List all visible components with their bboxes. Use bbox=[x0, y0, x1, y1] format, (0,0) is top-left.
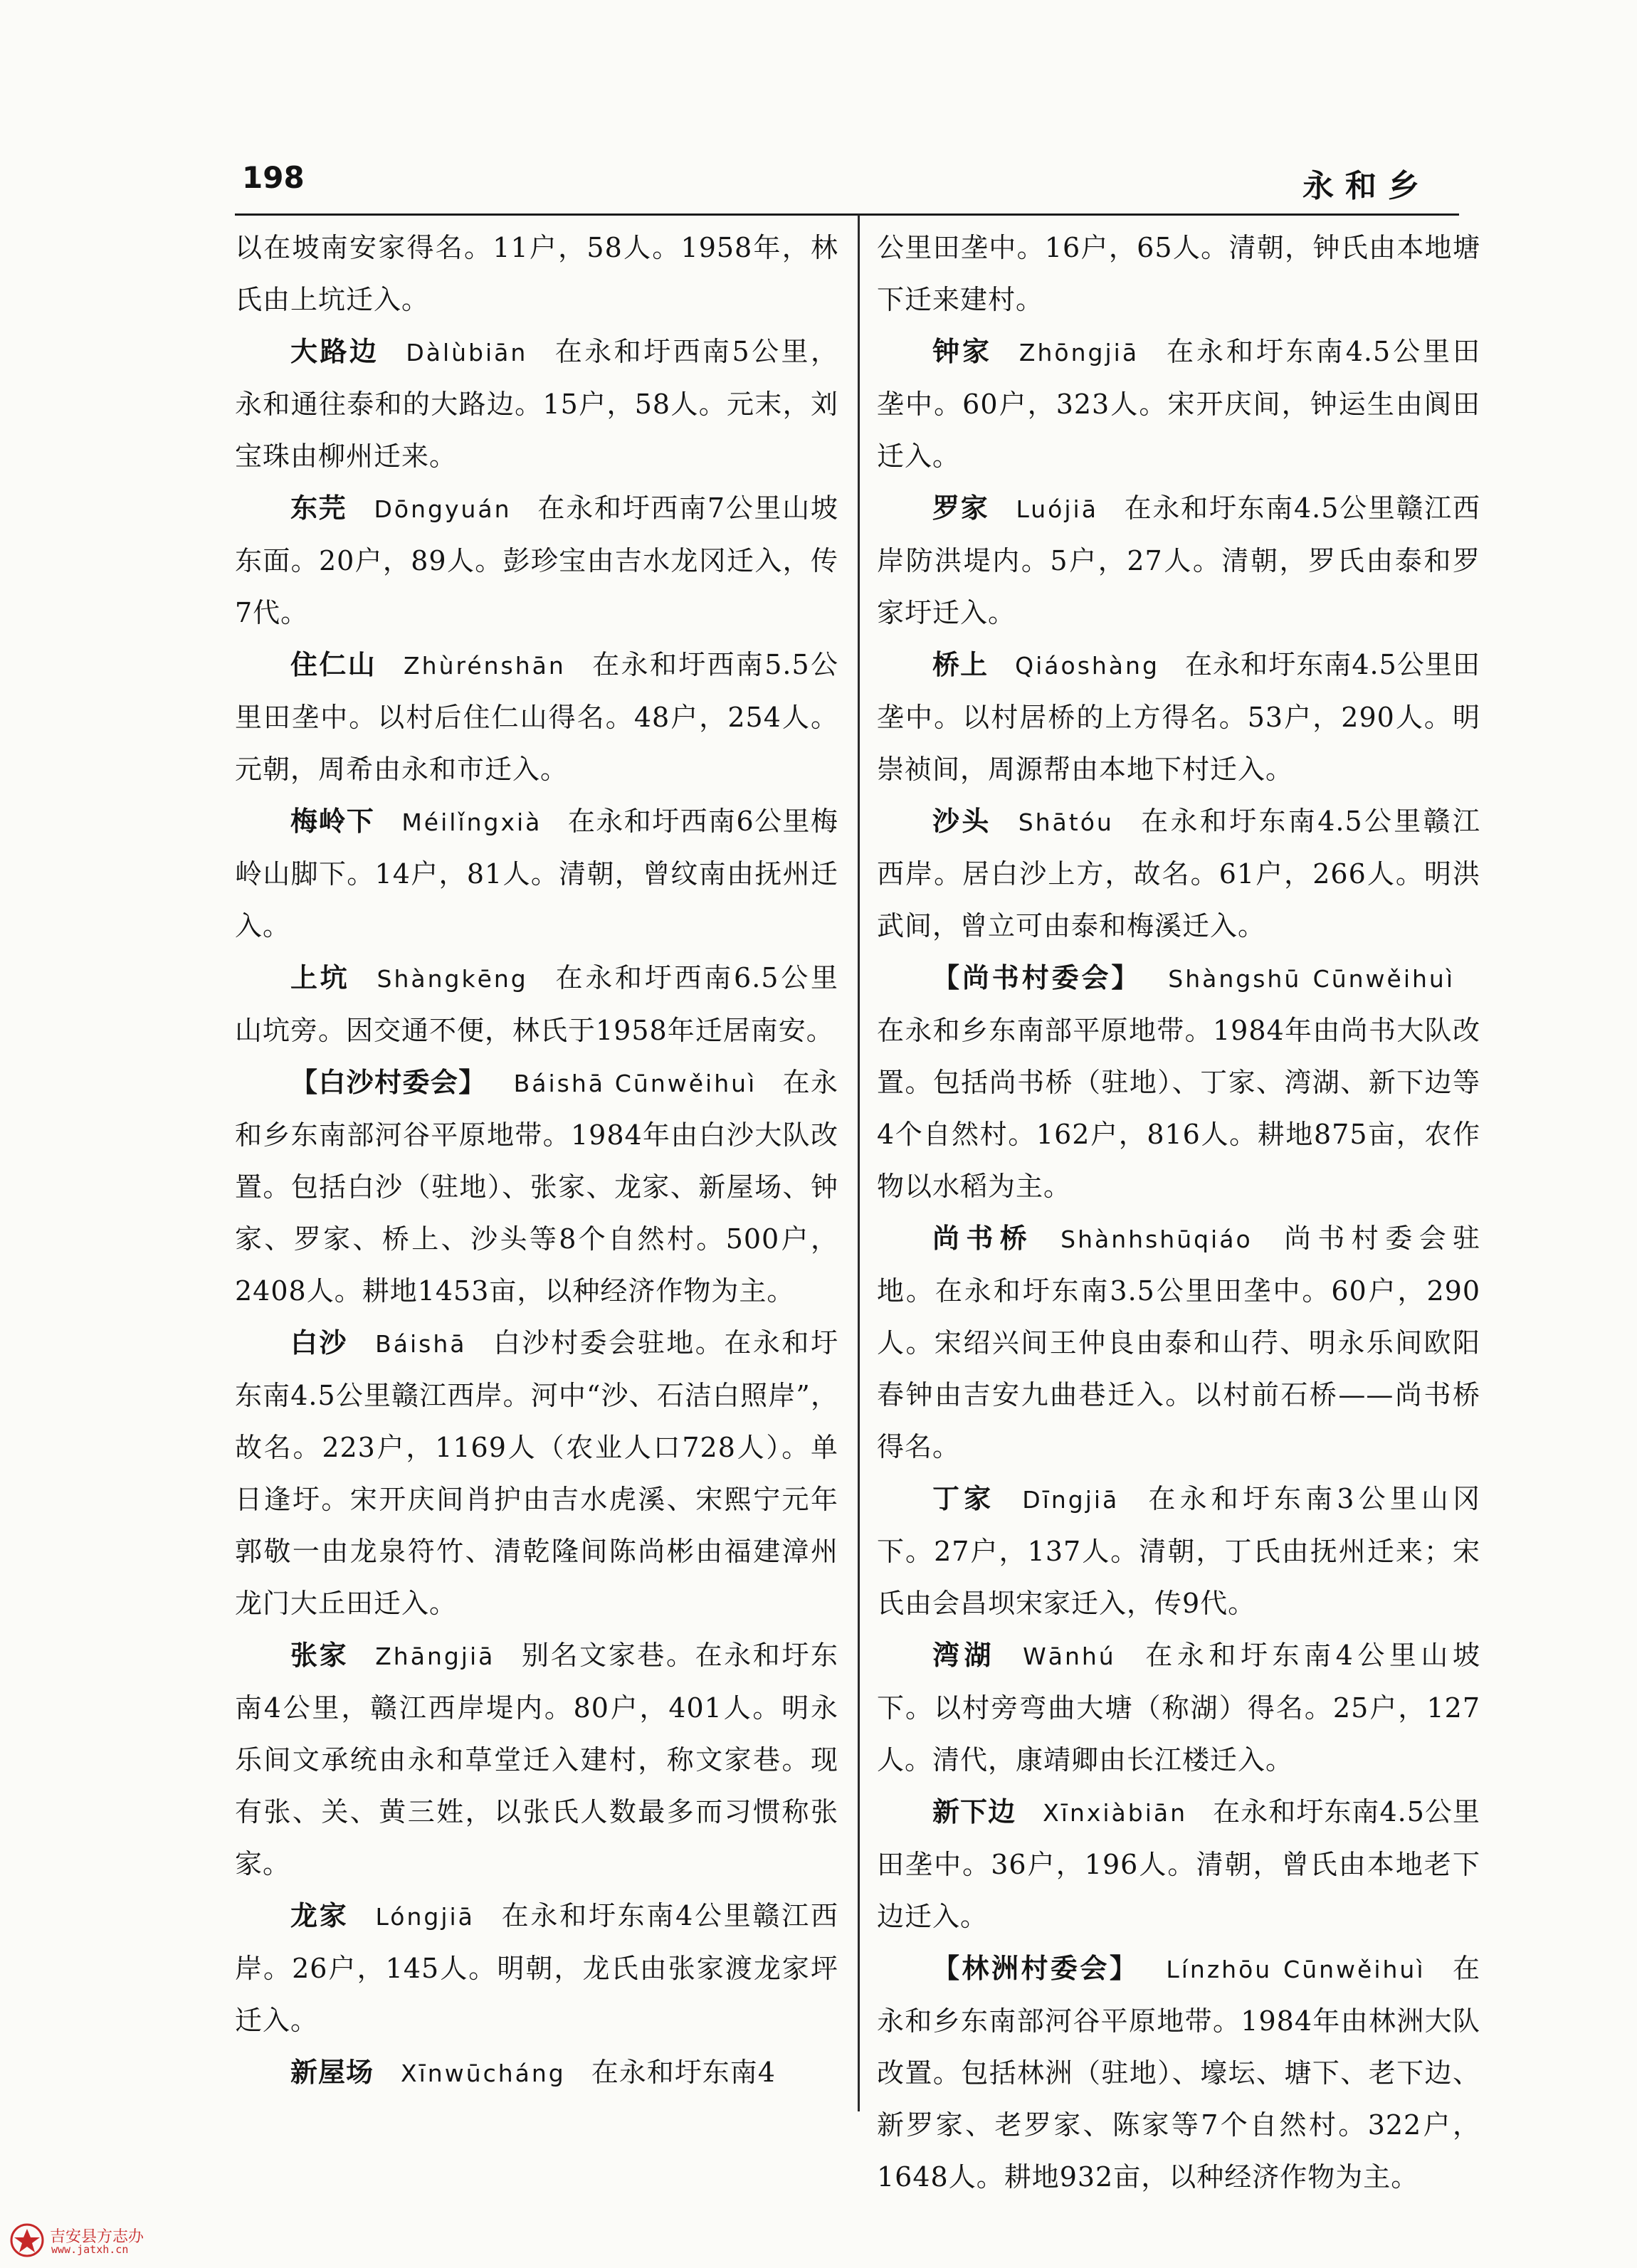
entry-heading: 新下边 bbox=[932, 1796, 1016, 1827]
entry bbox=[877, 952, 1480, 1213]
entry-pinyin: Báishā bbox=[375, 1330, 467, 1358]
entry bbox=[235, 1317, 838, 1630]
entry-text: 在永和乡东南部平原地带。1984年由尚书大队改置。包括尚书桥（驻地）、丁家、湾湖、新下边等4个自然村。162户，816人。耕地875亩，农作物以水稻为主。 bbox=[877, 1015, 1480, 1202]
entry-text: 在永和圩东南4.5公里赣江西岸防洪堤内。5户，27人。清朝，罗氏由泰和罗家圩迁入。 bbox=[877, 492, 1480, 628]
entry-pinyin: Méilǐngxià bbox=[401, 808, 542, 836]
entry-text: 在永和乡东南部河谷平原地带。1984年由白沙大队改置。包括白沙（驻地）、张家、龙家、新屋场、钟家、罗家、桥上、沙头等8个自然村。500户，2408人。耕地1453亩，以种经济作物为主。 bbox=[235, 1067, 838, 1307]
entry-continuation bbox=[235, 222, 838, 326]
entry-pinyin: Xīnwūcháng bbox=[401, 2059, 566, 2087]
entry-heading: 钟家 bbox=[932, 336, 992, 367]
entry-text: 在永和圩西南5.5公里田垄中。以村后住仁山得名。48户，254人。元朝，周希由永和市迁入。 bbox=[235, 649, 838, 785]
page-header bbox=[235, 153, 1459, 217]
entry-heading: 尚书桥 bbox=[932, 1223, 1034, 1254]
entry-heading: 罗家 bbox=[932, 492, 989, 524]
entry-heading: 【尚书村委会】 bbox=[932, 962, 1142, 993]
right-column bbox=[877, 222, 1480, 2203]
entry-text: 在永和圩东南4.5公里赣江西岸。居白沙上方，故名。61户，266人。明洪武间，曾立可由泰和梅溪迁入。 bbox=[877, 806, 1480, 942]
entry bbox=[235, 639, 838, 796]
entry-text: 在永和圩东南4.5公里田垄中。以村居桥的上方得名。53户，290人。明崇祯间，周源帮由本地下村迁入。 bbox=[877, 649, 1480, 785]
entry-heading: 【白沙村委会】 bbox=[290, 1067, 487, 1098]
entry bbox=[877, 796, 1480, 952]
entry-pinyin: Dīngjiā bbox=[1022, 1486, 1120, 1514]
entry bbox=[235, 1630, 838, 1890]
entry-pinyin: Báishā Cūnwěihuì bbox=[513, 1070, 757, 1097]
entry-pinyin: Lóngjiā bbox=[375, 1903, 475, 1931]
entry bbox=[877, 1473, 1480, 1630]
entry-text: 白沙村委会驻地。在永和圩东南4.5公里赣江西岸。河中“沙、石洁白照岸”，故名。223户，1169人（农业人口728人）。单日逢圩。宋开庆间肖护由吉水虎溪、宋熙宁元年郭敬一由龙泉符竹、清乾隆间陈尚彬由福建漳州龙门大丘田迁入。 bbox=[235, 1327, 838, 1619]
entry-text: 以在坡南安家得名。11户，58人。1958年，林氏由上坑迁入。 bbox=[235, 232, 838, 315]
entry-heading: 梅岭下 bbox=[290, 806, 375, 837]
entry-pinyin: Dōngyuán bbox=[374, 495, 512, 523]
entry-pinyin: Shātóu bbox=[1018, 808, 1114, 836]
entry bbox=[877, 326, 1480, 482]
entry bbox=[877, 1213, 1480, 1473]
entry-pinyin: Shàngshū Cūnwěihuì bbox=[1168, 965, 1455, 993]
entry bbox=[235, 952, 838, 1057]
entry-pinyin: Shànhshūqiáo bbox=[1060, 1225, 1253, 1253]
entry-heading: 沙头 bbox=[932, 806, 991, 837]
watermark bbox=[6, 2219, 305, 2262]
entry-pinyin: Dàlùbiān bbox=[406, 339, 528, 366]
entry-text: 在永和圩西南7公里山坡东面。20户，89人。彭珍宝由吉水龙冈迁入，传7代。 bbox=[235, 492, 838, 628]
entry-text: 在永和圩东南4.5公里田垄中。36户，196人。清朝，曾氏由本地老下边迁入。 bbox=[877, 1796, 1480, 1932]
entry bbox=[235, 1057, 838, 1317]
entry bbox=[877, 1943, 1480, 2203]
entry-heading: 大路边 bbox=[290, 336, 379, 367]
entry-text: 在永和圩西南6公里梅岭山脚下。14户，81人。清朝，曾纹南由抚州迁入。 bbox=[235, 806, 838, 942]
entry bbox=[877, 1786, 1480, 1943]
entry bbox=[235, 2047, 838, 2099]
entry bbox=[235, 482, 838, 639]
watermark-name: 吉安县方志办 bbox=[50, 2228, 144, 2246]
entry-pinyin: Zhōngjiā bbox=[1018, 339, 1139, 366]
left-column bbox=[235, 222, 838, 2099]
entry-pinyin: Luójiā bbox=[1016, 495, 1098, 523]
entry-text: 别名文家巷。在永和圩东南4公里，赣江西岸堤内。80户，401人。明永乐间文承统由永和草堂迁入建村，称文家巷。现有张、关、黄三姓，以张氏人数最多而习惯称张家。 bbox=[235, 1640, 838, 1879]
entry-heading: 东芫 bbox=[290, 492, 347, 524]
entry-text: 在永和圩东南4.5公里田垄中。60户，323人。宋开庆间，钟运生由阆田迁入。 bbox=[877, 336, 1480, 472]
entry-heading: 张家 bbox=[290, 1640, 349, 1671]
entry-text: 在永和圩东南3公里山冈下。27户，137人。清朝，丁氏由抚州迁来；宋氏由会昌坝宋家迁入，传9代。 bbox=[877, 1483, 1480, 1619]
entry-text: 在永和圩东南4 bbox=[591, 2057, 776, 2088]
entry-heading: 上坑 bbox=[290, 962, 350, 993]
entry-text: 尚书村委会驻地。在永和圩东南3.5公里田垄中。60户，290人。宋绍兴间王仲良由泰和山荇、明永乐间欧阳春钟由吉安九曲巷迁入。以村前石桥——尚书桥得名。 bbox=[877, 1223, 1480, 1462]
entry-heading: 湾湖 bbox=[932, 1640, 996, 1671]
entry-text: 在永和圩东南4公里山坡下。以村旁弯曲大塘（称湖）得名。25户，127人。清代，康靖卿由长江楼迁入。 bbox=[877, 1640, 1480, 1776]
watermark-logo-icon bbox=[10, 2223, 44, 2257]
entry bbox=[877, 1630, 1480, 1786]
entry-heading: 【林洲村委会】 bbox=[932, 1953, 1139, 1984]
entry bbox=[235, 1890, 838, 2047]
entry-heading: 桥上 bbox=[932, 649, 989, 680]
header-rule bbox=[235, 213, 1459, 216]
page-number: 198 bbox=[242, 160, 305, 195]
entry bbox=[235, 796, 838, 952]
entry-heading: 丁家 bbox=[932, 1483, 996, 1514]
entry-text: 在永和圩东南4公里赣江西岸。26户，145人。明朝，龙氏由张家渡龙家坪迁入。 bbox=[235, 1900, 838, 2036]
entry-heading: 住仁山 bbox=[290, 649, 377, 680]
entry-text: 公里田垄中。16户，65人。清朝，钟氏由本地塘下迁来建村。 bbox=[877, 232, 1480, 315]
entry-pinyin: Shàngkēng bbox=[377, 965, 528, 993]
column-divider bbox=[858, 215, 860, 2111]
entry-text: 在永和圩西南5公里，永和通往泰和的大路边。15户，58人。元末，刘宝珠由柳州迁来。 bbox=[235, 336, 838, 472]
entry-continuation bbox=[877, 222, 1480, 326]
running-head: 永和乡 bbox=[1302, 168, 1431, 204]
entry bbox=[877, 639, 1480, 796]
entry-text: 在永和乡东南部河谷平原地带。1984年由林洲大队改置。包括林洲（驻地）、壕坛、塘下、老下边、新罗家、老罗家、陈家等7个自然村。322户，1648人。耕地932亩，以种经济作物为主。 bbox=[877, 1953, 1480, 2193]
entry bbox=[877, 482, 1480, 639]
entry-pinyin: Xīnxiàbiān bbox=[1043, 1799, 1188, 1827]
entry-text: 在永和圩西南6.5公里山坑旁。因交通不便，林氏于1958年迁居南安。 bbox=[235, 962, 838, 1046]
entry-heading: 新屋场 bbox=[290, 2057, 374, 2088]
entry-pinyin: Wānhú bbox=[1023, 1642, 1116, 1670]
watermark-url: www.jatxh.cn bbox=[51, 2243, 129, 2256]
entry-pinyin: Zhùrénshān bbox=[404, 652, 566, 680]
entry-heading: 白沙 bbox=[290, 1327, 349, 1359]
entry-pinyin: Qiáoshàng bbox=[1015, 652, 1159, 680]
entry-pinyin: Línzhōu Cūnwěihuì bbox=[1166, 1956, 1426, 1983]
entry bbox=[235, 326, 838, 482]
entry-pinyin: Zhāngjiā bbox=[375, 1642, 495, 1670]
entry-heading: 龙家 bbox=[290, 1900, 349, 1931]
